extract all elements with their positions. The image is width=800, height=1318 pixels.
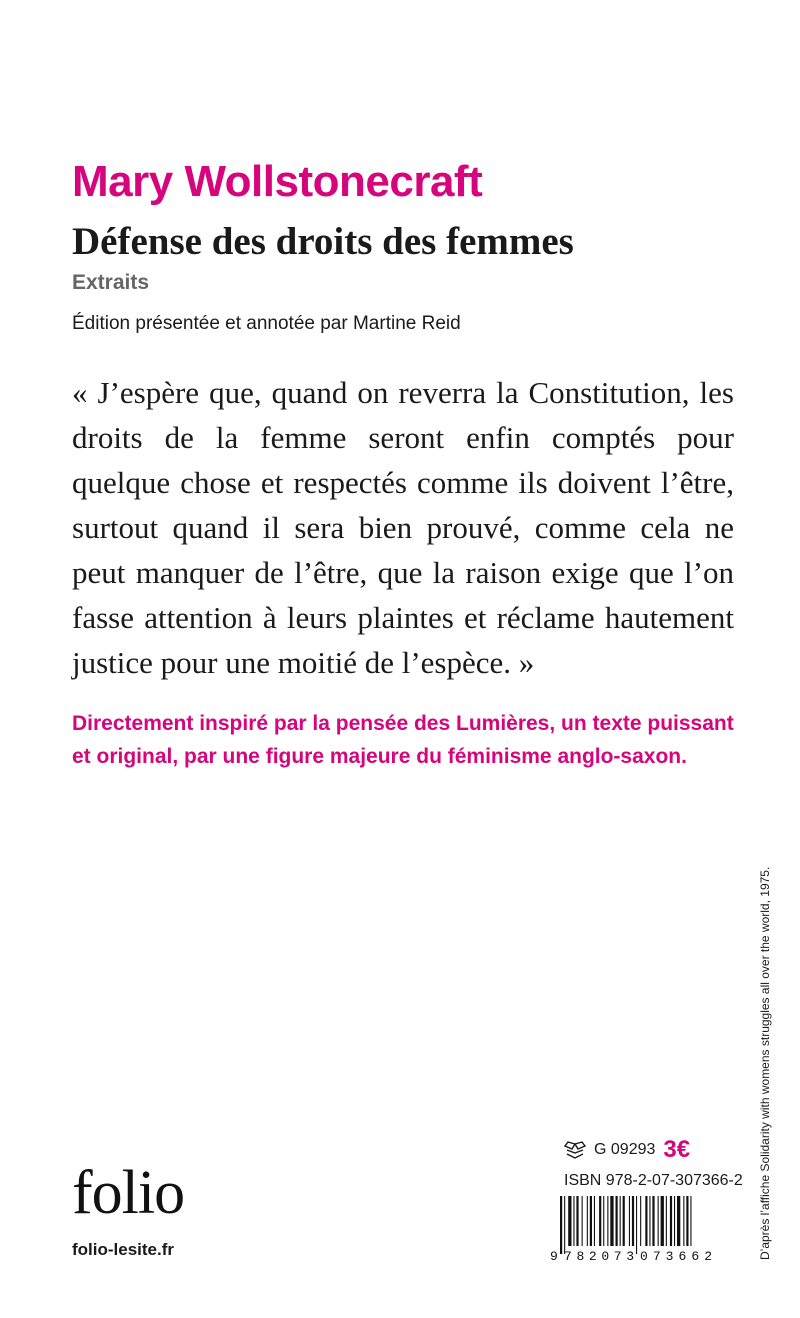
barcode: [548, 1196, 724, 1262]
barcode-bar: [690, 1196, 691, 1246]
barcode-bar: [652, 1196, 654, 1246]
cover-credit: D’après l’affiche Solidarity with womens struggles all over the world, 1975.: [758, 866, 772, 1260]
barcode-bar: [594, 1196, 595, 1246]
barcode-bar: [683, 1196, 684, 1246]
book-title: Défense des droits des femmes: [72, 220, 574, 263]
barcode-bar: [603, 1196, 604, 1246]
barcode-bar: [640, 1196, 641, 1246]
barcode-bar: [649, 1196, 650, 1246]
barcode-bar: [564, 1196, 565, 1254]
barcode-bar: [590, 1196, 592, 1246]
excerpt-quote: « J’espère que, quand on reverra la Constitution, les droits de la femme seront enfin comptés pour quelque chose et respectés comme ils doivent l’être, surtout quand il sera bien prouvé, comme cela ne peut manquer de l’être, que la raison exige que l’on fasse attention à leurs plaintes et réclame hautement justice pour une moitié de l’espèce. »: [72, 375, 734, 680]
author-name: Mary Wollstonecraft: [72, 157, 483, 206]
barcode-bar: [576, 1196, 578, 1246]
barcode-bar: [677, 1196, 680, 1246]
barcode-bar: [599, 1196, 601, 1246]
product-code: G 09293: [594, 1141, 656, 1158]
barcode-bar: [582, 1196, 583, 1246]
barcode-bar: [661, 1196, 664, 1246]
barcode-bars: [560, 1196, 692, 1254]
barcode-bar: [568, 1196, 571, 1246]
barcode-bar: [623, 1196, 625, 1246]
blurb-text: Directement inspiré par la pensée des Lumières, un texte puissant et original, par une figure majeure du féminisme anglo-saxon.: [72, 712, 734, 768]
isbn: ISBN 978-2-07-307366-2: [564, 1172, 743, 1189]
book-subtitle: Extraits: [72, 271, 150, 294]
folio-logo: folio: [72, 1159, 185, 1227]
barcode-digit-first: 9: [550, 1249, 558, 1262]
barcode-bar: [587, 1196, 588, 1246]
barcode-digits-right: 073662: [640, 1249, 712, 1262]
barcode-bar: [645, 1196, 647, 1246]
barcode-bar: [686, 1196, 688, 1246]
cover-credit-container: [745, 860, 785, 1260]
barcode-bar: [666, 1196, 667, 1246]
barcode-bar: [670, 1196, 672, 1246]
barcode-bar: [560, 1196, 562, 1254]
barcode-bar: [607, 1196, 608, 1246]
barcode-bar: [629, 1196, 630, 1246]
barcode-bar: [632, 1196, 634, 1246]
barcode-digits-left: 782073: [564, 1249, 634, 1262]
barcode-digits: [550, 1249, 712, 1262]
price-codes-row: [564, 1138, 690, 1162]
barcode-bar: [674, 1196, 675, 1246]
book-category-icon: [564, 1140, 586, 1160]
price: 3€: [663, 1136, 691, 1163]
barcode-bar: [610, 1196, 613, 1246]
barcode-bar: [573, 1196, 574, 1246]
barcode-bar: [616, 1196, 618, 1246]
barcode-bar: [658, 1196, 659, 1246]
edition-note: Édition présentée et annotée par Martine Reid: [72, 313, 461, 334]
barcode-bar: [620, 1196, 621, 1246]
website-link[interactable]: folio-lesite.fr: [72, 1240, 175, 1259]
barcode-bar: [636, 1196, 637, 1254]
